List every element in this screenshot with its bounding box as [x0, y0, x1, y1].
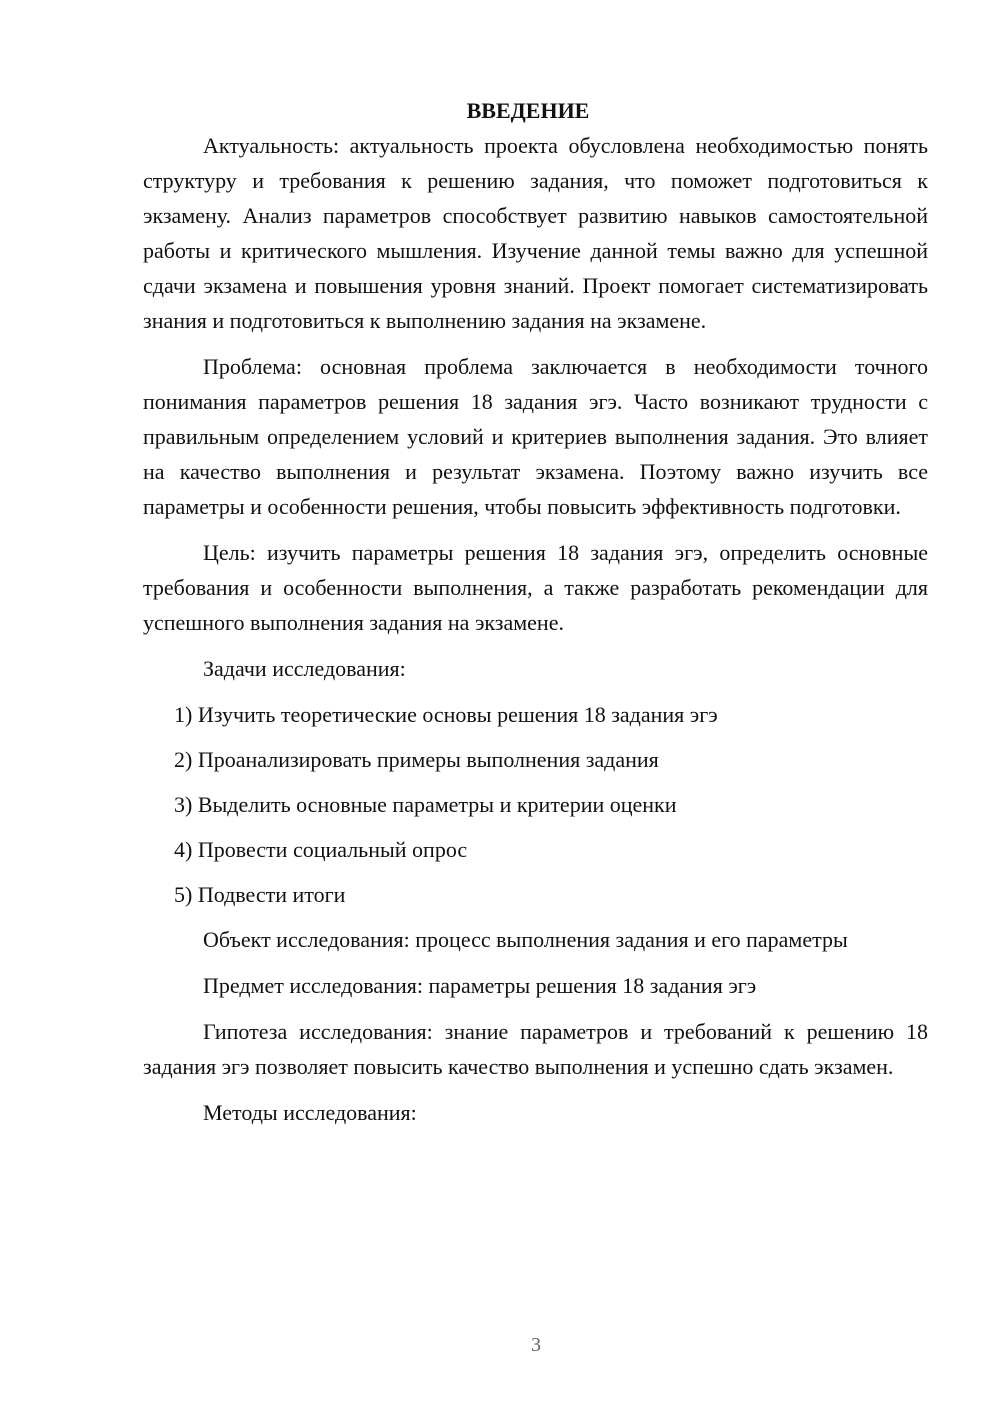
list-item: 2) Проанализировать примеры выполнения задания [174, 747, 659, 772]
paragraph-goal: Цель: изучить параметры решения 18 задания эгэ, определить основные требования и особенности выполнения, а также разработать рекомендации для успешного выполнения задания на экзамене. [143, 540, 928, 635]
section-heading: ВВЕДЕНИЕ [466, 98, 590, 123]
list-item: 5) Подвести итоги [174, 882, 346, 907]
list-item: 4) Провести социальный опрос [174, 837, 468, 862]
list-item: 1) Изучить теоретические основы решения 18 задания эгэ [174, 702, 718, 727]
document-page [143, 93, 928, 1141]
paragraph-problem: Проблема: основная проблема заключается в необходимости точного понимания параметров решения 18 задания эгэ. Часто возникают трудности с правильным определением условий и критериев выполнения задания. Это влияет на качество выполнения и результат экзамена. Поэтому важно изучить все параметры и особенности решения, чтобы повысить эффективность подготовки. [143, 354, 928, 519]
paragraph-subject: Предмет исследования: параметры решения 18 задания эгэ [203, 973, 757, 998]
paragraph-tasks-title: Задачи исследования: [203, 656, 406, 681]
list-item: 3) Выделить основные параметры и критерии оценки [174, 792, 677, 817]
paragraph-methods-title: Методы исследования: [203, 1100, 417, 1125]
paragraph-object: Объект исследования: процесс выполнения задания и его параметры [203, 927, 848, 952]
tasks-list [143, 697, 928, 912]
paragraph-relevance: Актуальность: актуальность проекта обусловлена необходимостью понять структуру и требования к решению задания, что поможет подготовиться к экзамену. Анализ параметров способствует развитию навыков самостоятельной работы и критического мышления. Изучение данной темы важно для успешной сдачи экзамена и повышения уровня знаний. Проект помогает систематизировать знания и подготовиться к выполнению задания на экзамене. [143, 133, 928, 333]
page-number: 3 [531, 1334, 541, 1356]
paragraph-hypothesis: Гипотеза исследования: знание параметров и требований к решению 18 задания эгэ позволяет повысить качество выполнения и успешно сдать экзамен. [143, 1019, 928, 1079]
